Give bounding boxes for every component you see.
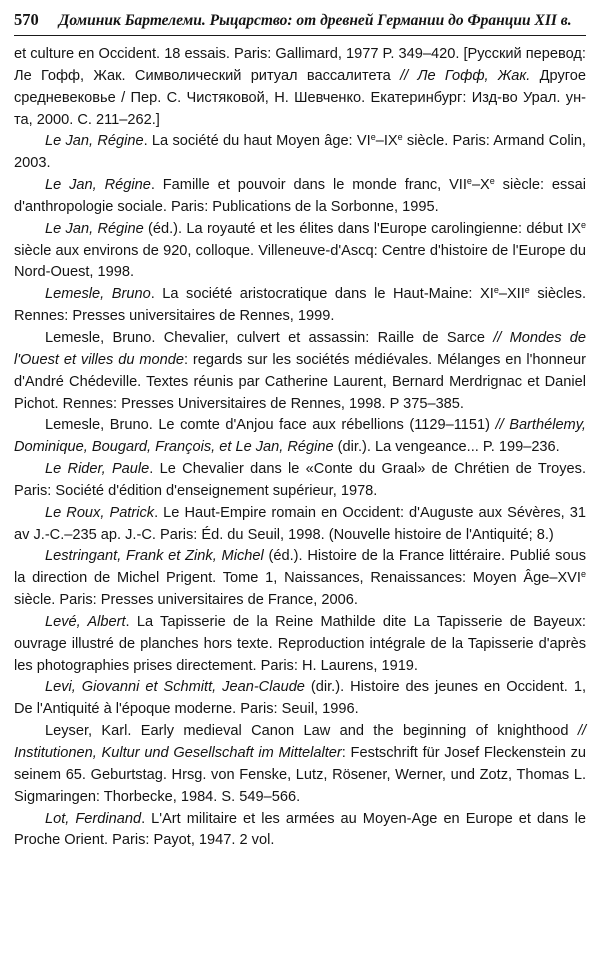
entry-text: siècle: essai d'anthropologie sociale. Paris: Publications de la Sorbonne, 1995. — [14, 177, 586, 215]
entry-text: . Famille et pouvoir dans le monde franc, VII — [150, 177, 467, 194]
italic-text: Le Jan, Régine — [45, 133, 144, 150]
bibliography-entry — [14, 546, 586, 612]
entry-text: –XII — [498, 286, 525, 303]
italic-text: Levi, Giovanni et Schmitt, Jean-Claude — [45, 679, 305, 696]
running-title: Доминик Бартелеми. Рыцарство: от древней Германии до Франции XII в. — [58, 12, 572, 29]
entry-text: et culture en Occident. 18 essais. Paris: Gallimard, 1977 P. 349–420. [Русский перевод: Ле Гофф, Жак. Символический ритуал вассалитета — [14, 46, 586, 84]
italic-text: Le Jan, Régine — [45, 177, 151, 194]
italic-text: // Institutionen, Kultur und Gesellschaft im Mittelalter — [14, 723, 586, 761]
entry-text: Lemesle, Bruno. Chevalier, culvert et assassin: Raille de Sarce — [45, 329, 494, 346]
entry-text: : regards sur les sociétés médiévales. Mélanges en l'honneur d'André Chédeville. Textes réunis par Catherine Laurent, Bernard Merdrignac et Daniel Pichot. Rennes: Presses Universitaires de Rennes, 1998. P 375–385. — [14, 351, 586, 412]
bibliography-entry — [14, 415, 586, 459]
italic-text: Le Rider, Paule — [45, 461, 150, 478]
italic-text: Levé, Albert — [45, 613, 126, 630]
bibliography-entry — [14, 503, 586, 547]
superscript: e — [493, 285, 499, 296]
entry-text: siècle aux environs de 920, colloque. Villeneuve-d'Ascq: Centre d'histoire de l'Europe du Nord-Ouest, 1998. — [14, 242, 586, 281]
entry-text: . L'Art militaire et les armées au Moyen-Age en Europe et dans le Proche Orient. Paris: Payot, 1947. 2 vol. — [14, 810, 586, 849]
entry-text: . Le Haut-Empire romain en Occident: d'Auguste aux Sévères, 31 av J.-C.–235 ap. J.-C. Paris: Éd. du Seuil, 1998. (Nouvelle histoire de l'Antiquité; 8.) — [14, 504, 586, 543]
bibliography-list — [14, 44, 586, 852]
superscript: e — [397, 132, 403, 143]
superscript: e — [524, 285, 530, 296]
bibliography-entry — [14, 284, 586, 328]
italic-text: Lot, Ferdinand — [45, 810, 142, 827]
entry-text: Lemesle, Bruno. Le comte d'Anjou face aux rébellions (1129–1151) — [45, 417, 496, 434]
page-header — [14, 10, 586, 36]
bibliography-entry — [14, 175, 586, 219]
entry-text: . La société aristocratique dans le Haut-Maine: XI — [150, 286, 494, 303]
entry-text: siècles. Rennes: Presses universitaires de Rennes, 1999. — [14, 286, 587, 325]
superscript: e — [466, 176, 472, 187]
italic-text: Le Jan, Régine — [45, 220, 144, 237]
italic-text: Le Roux, Patrick — [45, 504, 155, 521]
bibliography-entry — [14, 677, 586, 721]
bibliography-entry — [14, 131, 586, 175]
bibliography-entry — [14, 721, 586, 808]
entry-text: . Le Chevalier dans le «Conte du Graal» de Chrétien de Troyes. Paris: Société d'édition d'enseignement supérieur, 1978. — [14, 461, 587, 499]
superscript: e — [370, 132, 376, 143]
entry-text: siècle. Paris: Presses universitaires de France, 2006. — [14, 592, 358, 609]
bibliography-entry — [14, 809, 586, 853]
bibliography-entry — [14, 459, 586, 503]
page-number: 570 — [14, 10, 39, 29]
italic-text: Lemesle, Bruno — [45, 286, 151, 303]
entry-text: siècle. Paris: Armand Colin, 2003. — [14, 133, 586, 172]
italic-text: // Barthélemy, Dominique, Bougard, François, et Le Jan, Régine — [14, 417, 586, 456]
italic-text: // Mondes de l'Ouest et villes du monde — [14, 329, 586, 368]
entry-text: Другое средневековье / Пер. С. Чистяковой, Н. Шевченко. Екатеринбург: Изд-во Урал. ун-та, 2000. С. 211–262.] — [14, 67, 586, 128]
superscript: e — [580, 219, 586, 230]
entry-text: . La Tapisserie de la Reine Mathilde dite La Tapisserie de Bayeux: ouvrage illustré de planches hors texte. Reproduction intégrale de la Tapisserie d'après les photographies prises directement. Paris: H. Laurens, 1919. — [14, 613, 586, 674]
bibliography-entry — [14, 219, 586, 285]
entry-text: (dir.). La vengeance... P. 199–236. — [333, 439, 560, 456]
entry-text: Leyser, Karl. Early medieval Canon Law and the beginning of knighthood — [45, 723, 578, 740]
entry-text: . La société du haut Moyen âge: VI — [143, 133, 371, 150]
entry-text: –X — [471, 177, 490, 194]
bibliography-entry — [14, 44, 586, 131]
superscript: e — [489, 176, 495, 187]
superscript: e — [580, 569, 586, 580]
entry-text: (éd.). Histoire de la France littéraire. Publié sous la direction de Michel Prigent. Tome 1, Naissances, Renaissances: Moyen Âge–XVI — [14, 548, 586, 587]
entry-text: (dir.). Histoire des jeunes en Occident. 1, De l'Antiquité à l'époque moderne. Paris: Seuil, 1996. — [14, 679, 586, 718]
bibliography-entry — [14, 328, 586, 415]
entry-text: –IX — [375, 133, 398, 150]
entry-text: : Festschrift für Josef Fleckenstein zu seinem 65. Geburtstag. Hrsg. von Fenske, Lutz, Rösener, Werner, und Zotz, Thomas L. Sigmaringen: Thorbecke, 1984. S. 549–566. — [14, 745, 586, 805]
italic-text: Lestringant, Frank et Zink, Michel — [45, 548, 264, 565]
entry-text: (éd.). La royauté et les élites dans l'Europe carolingienne: début IX — [143, 220, 581, 237]
bibliography-entry — [14, 612, 586, 678]
italic-text: // Ле Гофф, Жак. — [400, 67, 531, 84]
